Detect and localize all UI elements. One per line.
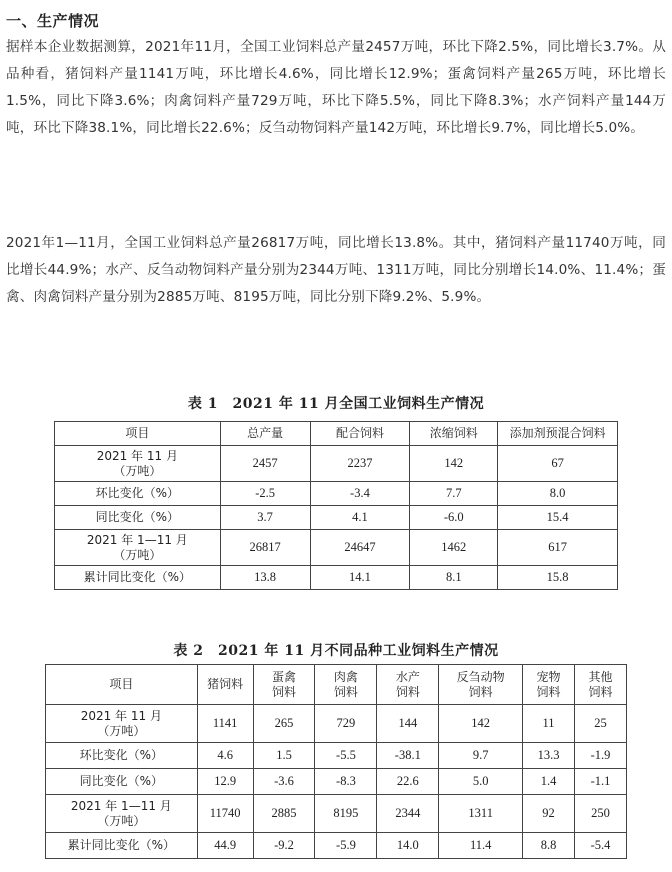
- table-row: [55, 446, 618, 482]
- table-cell: 8.8: [523, 833, 575, 859]
- table-cell: 729: [315, 705, 377, 743]
- table-cell: 2344: [377, 795, 439, 833]
- row-label: 环比变化（%）: [46, 743, 198, 769]
- table1-header-total: 总产量: [220, 422, 310, 446]
- table-cell: -5.9: [315, 833, 377, 859]
- table-cell: 11740: [197, 795, 253, 833]
- table2-header-row: [46, 665, 627, 705]
- table-cell: 67: [498, 446, 618, 482]
- table-cell: 7.7: [410, 482, 498, 506]
- table-row: [46, 705, 627, 743]
- table-cell: -2.5: [220, 482, 310, 506]
- table-cell: 22.6: [377, 769, 439, 795]
- table1-caption: 表 1 2021 年 11 月全国工业饲料生产情况: [187, 396, 485, 412]
- table-cell: 44.9: [197, 833, 253, 859]
- table-cell: 11: [523, 705, 575, 743]
- table-cell: 15.8: [498, 566, 618, 590]
- table2-feed-by-type: [45, 664, 627, 859]
- table-row: [55, 566, 618, 590]
- row-label: 2021 年 11 月 （万吨）: [55, 446, 221, 482]
- row-label: 累计同比变化（%）: [55, 566, 221, 590]
- table2-header-item: 项目: [46, 665, 198, 705]
- table-cell: -5.4: [575, 833, 627, 859]
- table-cell: 25: [575, 705, 627, 743]
- table-cell: -5.5: [315, 743, 377, 769]
- table-cell: 8.1: [410, 566, 498, 590]
- table-row: [46, 743, 627, 769]
- section-heading: 一、生产情况: [6, 12, 100, 30]
- table-cell: -6.0: [410, 506, 498, 530]
- table-cell: 1.5: [253, 743, 315, 769]
- row-label: 累计同比变化（%）: [46, 833, 198, 859]
- table-cell: 1141: [197, 705, 253, 743]
- row-label: 2021 年 1—11 月 （万吨）: [46, 795, 198, 833]
- table-cell: 3.7: [220, 506, 310, 530]
- table-cell: 8.0: [498, 482, 618, 506]
- table2-header-broiler: 肉禽 饲料: [315, 665, 377, 705]
- table-cell: 8195: [315, 795, 377, 833]
- table2-header-pig: 猪饲料: [197, 665, 253, 705]
- table2-header-other: 其他 饲料: [575, 665, 627, 705]
- table-cell: 4.1: [310, 506, 410, 530]
- table-row: [46, 795, 627, 833]
- row-label: 2021 年 1—11 月 （万吨）: [55, 530, 221, 566]
- table-cell: 2457: [220, 446, 310, 482]
- table-cell: 265: [253, 705, 315, 743]
- table-row: [55, 530, 618, 566]
- table-cell: -9.2: [253, 833, 315, 859]
- table-cell: 12.9: [197, 769, 253, 795]
- table2-caption: 表 2 2021 年 11 月不同品种工业饲料生产情况: [173, 643, 499, 659]
- table-cell: 2885: [253, 795, 315, 833]
- row-label: 同比变化（%）: [46, 769, 198, 795]
- row-label: 同比变化（%）: [55, 506, 221, 530]
- table-row: [46, 833, 627, 859]
- table-cell: 13.3: [523, 743, 575, 769]
- table-cell: 144: [377, 705, 439, 743]
- table-cell: -1.9: [575, 743, 627, 769]
- paragraph-monthly: 据样本企业数据测算，2021年11月，全国工业饲料总产量2457万吨，环比下降2.5%，同比增长3.7%。从品种看，猪饲料产量1141万吨，环比增长4.6%，同比增长12.9%；蛋禽饲料产量265万吨，环比增长1.5%，同比下降3.6%；肉禽饲料产量729万吨，环比下降5.5%，同比下降8.3%；水产饲料产量144万吨，环比下降38.1%，同比增长22.6%；反刍动物饲料产量142万吨，环比增长9.7%，同比增长5.0%。: [6, 39, 666, 136]
- paragraph-cumulative: 2021年1—11月，全国工业饲料总产量26817万吨，同比增长13.8%。其中，猪饲料产量11740万吨，同比增长44.9%；水产、反刍动物饲料产量分别为2344万吨、1311万吨，同比分别增长14.0%、11.4%；蛋禽、肉禽饲料产量分别为2885万吨、8195万吨，同比分别下降9.2%、5.9%。: [6, 235, 666, 305]
- table-cell: 1311: [439, 795, 523, 833]
- table2-header-aquatic: 水产 饲料: [377, 665, 439, 705]
- table1-header-item: 项目: [55, 422, 221, 446]
- table-cell: 26817: [220, 530, 310, 566]
- table-cell: 14.1: [310, 566, 410, 590]
- table-cell: 9.7: [439, 743, 523, 769]
- table-cell: 2237: [310, 446, 410, 482]
- table-cell: 142: [439, 705, 523, 743]
- table-cell: -3.4: [310, 482, 410, 506]
- table-cell: 617: [498, 530, 618, 566]
- table1-header-row: [55, 422, 618, 446]
- table-cell: 14.0: [377, 833, 439, 859]
- table-row: [46, 769, 627, 795]
- table1-header-compound: 配合饲料: [310, 422, 410, 446]
- table-row: [55, 506, 618, 530]
- table-cell: 4.6: [197, 743, 253, 769]
- table-cell: 5.0: [439, 769, 523, 795]
- table-cell: 11.4: [439, 833, 523, 859]
- table-cell: -38.1: [377, 743, 439, 769]
- table-cell: 142: [410, 446, 498, 482]
- table-row: [55, 482, 618, 506]
- table-cell: 24647: [310, 530, 410, 566]
- table-cell: -1.1: [575, 769, 627, 795]
- table1-header-concentrate: 浓缩饲料: [410, 422, 498, 446]
- table2-header-ruminant: 反刍动物 饲料: [439, 665, 523, 705]
- table-cell: 13.8: [220, 566, 310, 590]
- row-label: 环比变化（%）: [55, 482, 221, 506]
- table-cell: 1462: [410, 530, 498, 566]
- table2-header-layer: 蛋禽 饲料: [253, 665, 315, 705]
- table-cell: -8.3: [315, 769, 377, 795]
- table1-national-production: [54, 421, 618, 590]
- row-label: 2021 年 11 月 （万吨）: [46, 705, 198, 743]
- table-cell: 1.4: [523, 769, 575, 795]
- table-cell: 92: [523, 795, 575, 833]
- table-cell: -3.6: [253, 769, 315, 795]
- table1-header-premix: 添加剂预混合饲料: [498, 422, 618, 446]
- table-cell: 15.4: [498, 506, 618, 530]
- table2-header-pet: 宠物 饲料: [523, 665, 575, 705]
- table-cell: 250: [575, 795, 627, 833]
